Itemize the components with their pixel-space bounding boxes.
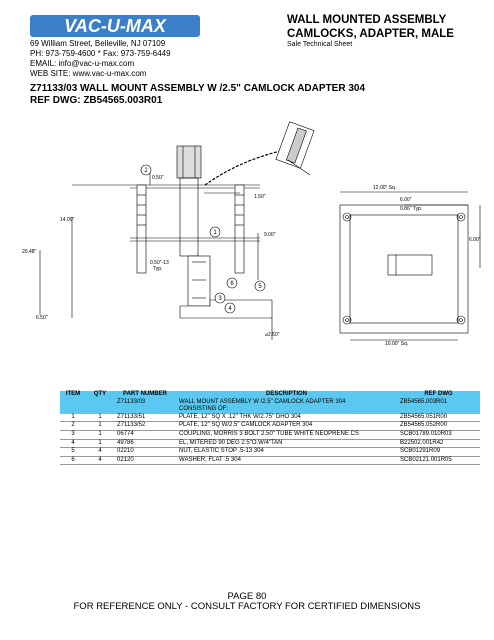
header-part-number: PART NUMBER	[114, 391, 176, 399]
header-item: ITEM	[60, 391, 86, 399]
dim-bolt-thread: 0.50"-13	[150, 260, 169, 266]
table-row	[60, 430, 480, 439]
dim-6-00-top: 6.00"	[400, 197, 412, 203]
row-qty: 1	[86, 430, 114, 439]
dim-12-sq: 12.00" Sq.	[373, 185, 397, 191]
row-desc: WASHER, FLAT .5 304	[176, 456, 397, 465]
balloon-3-label: 3	[218, 296, 222, 302]
logo-text: VAC-U-MAX	[64, 16, 166, 36]
coupling	[188, 256, 210, 306]
dim-20-48: 20.48"	[22, 249, 37, 255]
row-item: 5	[60, 448, 86, 457]
row-part: Z71133/52	[114, 422, 176, 431]
row-part: 06774	[114, 430, 176, 439]
row-desc: NUT, ELASTIC STOP .5-13 304	[176, 448, 397, 457]
dim-6-50: 6.50"	[36, 315, 48, 321]
dim-2-50-od: ⌀2.50"	[265, 332, 280, 338]
header-ref-dwg: REF DWG	[397, 391, 480, 399]
row-qty: 1	[86, 422, 114, 431]
dim-typ: Typ.	[153, 266, 163, 272]
dim-0-86: 0.86" Typ.	[400, 206, 423, 212]
dim-10-sq: 10.00" Sq.	[385, 341, 409, 347]
dim-0-50: 0.50"	[152, 175, 164, 181]
reference-drawing: REF DWG: ZB54565.003R01	[30, 95, 163, 106]
balloon-5-label: 5	[258, 284, 262, 290]
company-email: EMAIL: info@vac-u-max.com	[30, 59, 135, 68]
row-part: 02210	[114, 448, 176, 457]
table-row	[60, 439, 480, 448]
assembly-title: Z71133/03 WALL MOUNT ASSEMBLY W /2.5" CAMLOCK ADAPTER 304	[30, 83, 365, 94]
row-part: 02120	[114, 456, 176, 465]
dim-14-00: 14.00"	[60, 217, 75, 223]
bolt-right	[235, 185, 244, 273]
row-desc: EL, MITERED 90 DEG 2.5"O.W/4"TAN	[176, 439, 397, 448]
row-qty: 1	[86, 439, 114, 448]
row-item: 3	[60, 430, 86, 439]
company-phone: PH: 973-759-4600 * Fax: 973-759-6449	[30, 49, 171, 58]
row-qty: 1	[86, 414, 114, 422]
row-ref: SCB01789.010R03	[397, 430, 480, 439]
bom-consisting-row	[60, 406, 480, 414]
pipe-top	[177, 146, 201, 178]
reference-disclaimer: FOR REFERENCE ONLY - CONSULT FACTORY FOR CERTIFIED DIMENSIONS	[73, 601, 421, 612]
consisting-of: CONSISTING OF:	[176, 406, 397, 414]
dim-6-00-side: 6.00"	[469, 237, 481, 243]
row-qty: 4	[86, 448, 114, 457]
row-ref: ZB54565.051R00	[397, 414, 480, 422]
balloon-6-label: 6	[230, 281, 234, 287]
balloon-2-label: 2	[144, 168, 148, 174]
row-ref: SCB02121.001R05	[397, 456, 480, 465]
header-qty: QTY	[86, 391, 114, 399]
assembly-desc: WALL MOUNT ASSEMBLY W /2.5" CAMLOCK ADAPTER 304	[176, 399, 397, 407]
title-line-2: CAMLOCKS, ADAPTER, MALE	[287, 28, 454, 40]
balloon-1-label: 1	[213, 230, 217, 236]
row-desc: COUPLING, MORRIS 3 BOLT 2.50" TUBE WHITE NEOPRENE CS	[176, 430, 397, 439]
row-qty: 4	[86, 456, 114, 465]
company-website: WEB SITE: www.vac-u-max.com	[30, 69, 147, 78]
assembly-ref: ZB54565.003R01	[397, 399, 480, 407]
row-ref: B22502.001R42	[397, 439, 480, 448]
company-address: 69 William Street, Belleville, NJ 07109	[30, 39, 166, 48]
row-ref: ZB54565.052R00	[397, 422, 480, 431]
table-row	[60, 414, 480, 422]
document-subtitle: Sale Technical Sheet	[287, 41, 353, 48]
dim-1-50: 1.50"	[254, 194, 266, 200]
assembly-part: Z71133/03	[114, 399, 176, 407]
row-ref: SCB01291R09	[397, 448, 480, 457]
table-row	[60, 456, 480, 465]
balloon-4-label: 4	[228, 306, 232, 312]
bolt-left	[137, 185, 146, 273]
dim-9-00: 9.00"	[264, 232, 276, 238]
bill-of-materials	[60, 391, 480, 465]
row-part: Z71133/51	[114, 414, 176, 422]
table-row	[60, 448, 480, 457]
table-row	[60, 422, 480, 431]
header-description: DESCRIPTION	[176, 391, 397, 399]
row-item: 1	[60, 414, 86, 422]
row-desc: PLATE, 12" SQ X .12" THK W/2.75" DHO 304	[176, 414, 397, 422]
page-footer	[0, 592, 494, 612]
bom-header-row	[60, 391, 480, 399]
row-part: 49786	[114, 439, 176, 448]
row-item: 4	[60, 439, 86, 448]
title-line-1: WALL MOUNTED ASSEMBLY	[287, 14, 447, 26]
row-item: 6	[60, 456, 86, 465]
page-number: PAGE 80	[227, 591, 267, 602]
row-desc: PLATE, 12" SQ W/2.5" CAMLOCK ADAPTER 304	[176, 422, 397, 431]
bom-assembly-row	[60, 399, 480, 407]
row-item: 2	[60, 422, 86, 431]
